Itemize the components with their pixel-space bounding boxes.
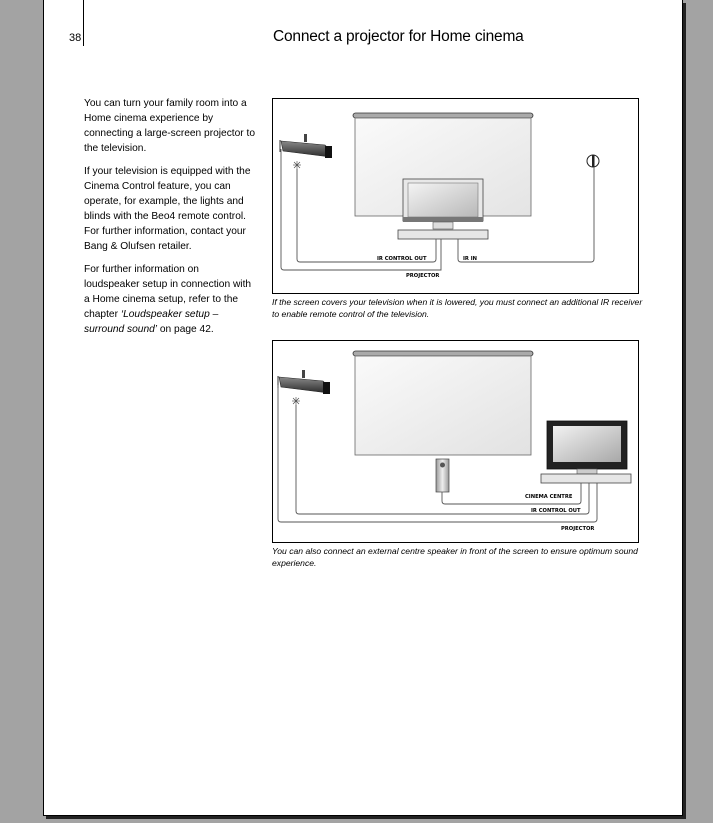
ir-sensor-icon xyxy=(292,397,300,405)
body-text xyxy=(84,96,256,345)
paragraph-1: You can turn your family room into a Home cinema experience by connecting a large-screen projector to the television. xyxy=(84,98,256,154)
figure-2-caption: You can also connect an external centre speaker in front of the screen to ensure optimum sound experience. xyxy=(272,546,638,568)
page-number: 38 xyxy=(69,32,82,44)
projection-screen xyxy=(353,351,533,455)
label-ir-control-out: IR CONTROL OUT xyxy=(377,256,427,262)
margin-rule xyxy=(83,0,84,46)
projector-icon xyxy=(280,134,332,158)
ir-receiver-icon xyxy=(587,155,599,167)
figure-1-caption: If the screen covers your television when it is lowered, you must connect an additional IR receiver to enable remote control of the television. xyxy=(272,297,643,319)
figure-projector-ir-receiver xyxy=(272,98,639,294)
television-icon xyxy=(398,179,488,239)
figure-projector-centre-speaker xyxy=(272,340,639,543)
chapter-reference: ‘Loudspeaker setup – surround sound’ xyxy=(84,309,219,335)
label-cinema-centre: CINEMA CENTRE xyxy=(525,494,573,500)
label-projector: PROJECTOR xyxy=(406,273,440,279)
paragraph-3 xyxy=(84,262,256,337)
label-ir-control-out: IR CONTROL OUT xyxy=(531,508,581,514)
paragraph-3-end: on page 42. xyxy=(157,324,214,335)
paragraph-2: If your television is equipped with the Cinema Control feature, you can operate, for example, the lights and blinds with the Beo4 remote control. For further information, contact your Bang & Olufsen retailer. xyxy=(84,166,251,252)
centre-speaker-icon xyxy=(436,459,449,492)
manual-page xyxy=(43,0,683,816)
projector-icon xyxy=(278,370,330,394)
ir-sensor-icon xyxy=(293,161,301,169)
television-icon xyxy=(541,421,631,483)
page-title: Connect a projector for Home cinema xyxy=(273,28,524,45)
label-ir-in: IR IN xyxy=(463,256,478,262)
label-projector: PROJECTOR xyxy=(561,526,595,532)
paragraph-3-text: For further information on loudspeaker setup in connection with a Home cinema setup, refer to the chapter xyxy=(84,264,252,320)
